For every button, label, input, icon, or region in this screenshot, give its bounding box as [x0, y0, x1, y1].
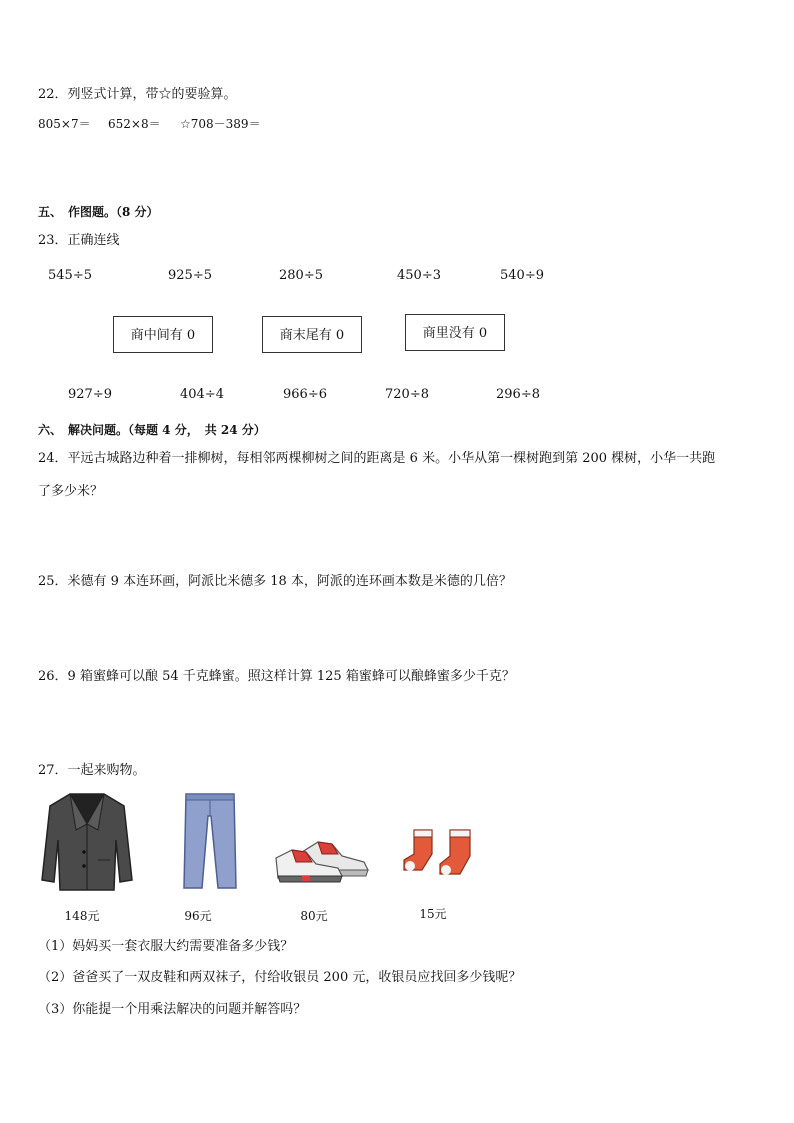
category-box-no-zero: 商里没有 0 — [405, 314, 505, 351]
section-5-heading: 五、 作图题。（8 分） — [38, 205, 159, 219]
jacket-price: 148元 — [64, 909, 100, 923]
q22-title: 22．列竖式计算，带☆的要验算。 — [38, 87, 237, 102]
section-6-heading: 六、 解决问题。（每题 4 分， 共 24 分） — [38, 423, 266, 437]
socks-price: 15元 — [419, 907, 447, 921]
jeans-price: 96元 — [184, 909, 212, 923]
q23-top-expr-1: 545÷5 — [48, 268, 92, 283]
shoes-price: 80元 — [300, 909, 328, 923]
q25-text: 25．米德有 9 本连环画，阿派比米德多 18 本，阿派的连环画本数是米德的几倍？ — [38, 574, 512, 589]
category-box-trailing-zero: 商末尾有 0 — [262, 316, 362, 353]
q22-item-2: 652×8＝ — [108, 117, 161, 131]
q23-top-expr-5: 540÷9 — [500, 268, 544, 283]
category-box-middle-zero: 商中间有 0 — [113, 316, 213, 353]
jacket-icon — [40, 790, 134, 892]
jeans-icon — [180, 792, 240, 890]
q24-text-line1: 24．平远古城路边种着一排柳树，每相邻两棵柳树之间的距离是 6 米。小华从第一棵树跑到第 200 棵树，小华一共跑 — [38, 451, 716, 466]
q23-bottom-expr-5: 296÷8 — [496, 387, 540, 402]
socks-icon — [400, 826, 482, 878]
q26-text: 26．9 箱蜜蜂可以酿 54 千克蜂蜜。照这样计算 125 箱蜜蜂可以酿蜂蜜多少千克？ — [38, 669, 515, 684]
q22-item-3: ☆708－389＝ — [180, 117, 261, 131]
q24-text-line2: 了多少米？ — [38, 484, 104, 499]
q23-bottom-expr-2: 404÷4 — [180, 387, 224, 402]
q27-title: 27．一起来购物。 — [38, 763, 146, 778]
q27-question-3: （3）你能提一个用乘法解决的问题并解答吗？ — [38, 1002, 307, 1017]
q23-bottom-expr-4: 720÷8 — [385, 387, 429, 402]
q27-question-1: （1）妈妈买一套衣服大约需要准备多少钱？ — [38, 939, 294, 954]
q23-title: 23．正确连线 — [38, 233, 120, 248]
q23-bottom-expr-3: 966÷6 — [283, 387, 327, 402]
q22-item-1: 805×7＝ — [38, 117, 91, 131]
shoes-icon — [272, 832, 372, 884]
q27-question-2: （2）爸爸买了一双皮鞋和两双袜子，付给收银员 200 元，收银员应找回多少钱呢？ — [38, 970, 522, 985]
q23-top-expr-3: 280÷5 — [279, 268, 323, 283]
q23-bottom-expr-1: 927÷9 — [68, 387, 112, 402]
q23-top-expr-4: 450÷3 — [397, 268, 441, 283]
q23-top-expr-2: 925÷5 — [168, 268, 212, 283]
